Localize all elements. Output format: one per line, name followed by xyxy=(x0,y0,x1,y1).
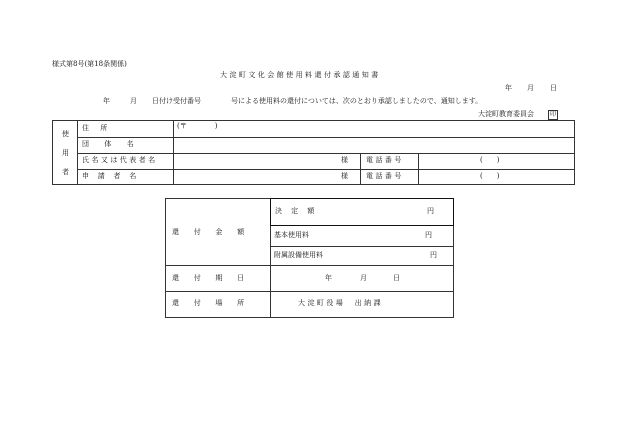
representative-name-label: 氏名又は代表者名 xyxy=(82,156,158,164)
applicant-side-label-1: 使 xyxy=(62,130,69,138)
phone-value-2[interactable]: ( ) xyxy=(480,172,500,180)
refund-table-divider xyxy=(165,291,454,292)
applicant-side-label-3: 者 xyxy=(62,168,69,176)
refund-date-month: 月 xyxy=(360,274,367,282)
base-fee-label: 基本使用料 xyxy=(274,231,309,239)
address-postal[interactable]: (〒 ) xyxy=(177,122,218,130)
refund-date-day: 日 xyxy=(393,274,400,282)
applicant-table-divider xyxy=(418,153,419,185)
decided-amount-label: 決定額 xyxy=(275,207,324,215)
applicant-name-label: 申請者名 xyxy=(82,172,145,180)
sama-1: 様 xyxy=(341,156,348,164)
applicant-table-divider xyxy=(77,153,575,154)
date-day: 日 xyxy=(550,84,557,92)
refund-date-label: 還付期日 xyxy=(172,274,259,282)
base-fee-yen: 円 xyxy=(425,231,432,239)
phone-label-1: 電話番号 xyxy=(366,156,404,164)
organization-label: 団体名 xyxy=(82,140,150,148)
refund-table-divider xyxy=(270,246,454,247)
phone-value-1[interactable]: ( ) xyxy=(480,156,500,164)
date-year: 年 xyxy=(505,84,512,92)
address-label: 住所 xyxy=(82,124,119,132)
applicant-side-label-2: 用 xyxy=(62,149,69,157)
date-month: 月 xyxy=(527,84,534,92)
equipment-fee-label: 附属設備使用料 xyxy=(274,251,323,259)
refund-place-label: 還付場所 xyxy=(172,299,259,307)
refund-table-divider xyxy=(165,265,454,266)
document-title: 大淀町文化会館使用料還付承認通知書 xyxy=(220,71,381,79)
applicant-table-divider xyxy=(77,137,575,138)
refund-date-year: 年 xyxy=(325,274,332,282)
body-receipt-label: 日付け受付番号 xyxy=(152,97,201,105)
issuer-name: 大淀町教育委員会 xyxy=(478,110,534,118)
decided-yen: 円 xyxy=(427,207,434,215)
equipment-fee-yen: 円 xyxy=(430,251,437,259)
body-year: 年 xyxy=(103,97,110,105)
applicant-table-divider xyxy=(77,169,575,170)
form-number: 様式第8号(第18条関係) xyxy=(52,60,127,68)
applicant-table-divider xyxy=(360,153,361,185)
sama-2: 様 xyxy=(341,172,348,180)
refund-place-value: 大淀町役場 出納課 xyxy=(298,299,384,307)
body-text: 号による使用料の還付については、次のとおり承認しましたので、通知します。 xyxy=(231,97,483,105)
refund-amount-label: 還付金額 xyxy=(172,228,259,236)
body-month: 月 xyxy=(130,97,137,105)
seal-mark: 印 xyxy=(549,111,556,118)
phone-label-2: 電話番号 xyxy=(366,172,404,180)
